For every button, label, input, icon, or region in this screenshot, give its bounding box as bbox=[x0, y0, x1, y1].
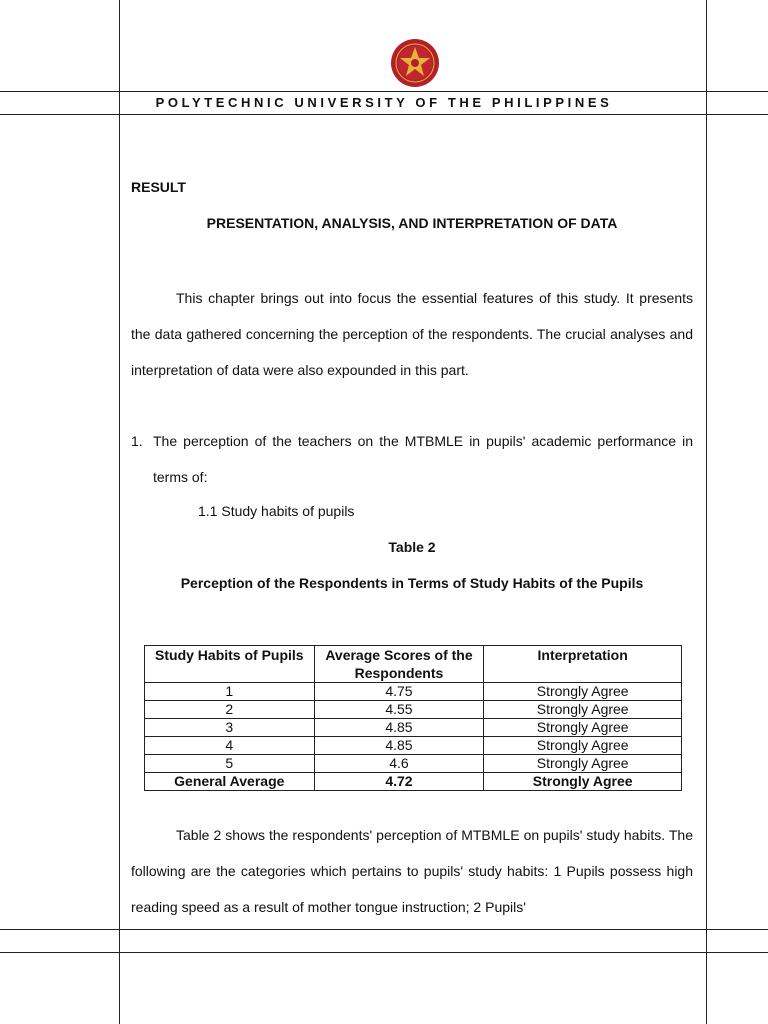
university-seal-logo bbox=[390, 38, 440, 88]
table-cell: 4 bbox=[145, 737, 315, 755]
table-caption: Perception of the Respondents in Terms of Study Habits of the Pupils bbox=[180, 575, 644, 591]
table-row bbox=[145, 719, 682, 737]
table-label: Table 2 bbox=[388, 539, 436, 555]
section-heading: RESULT bbox=[131, 179, 186, 195]
table-cell: 4.85 bbox=[314, 719, 484, 737]
table-cell: 2 bbox=[145, 701, 315, 719]
footer-rule-bottom bbox=[0, 952, 768, 953]
table-row bbox=[145, 683, 682, 701]
column-header: Interpretation bbox=[484, 646, 682, 683]
table-cell: Strongly Agree bbox=[484, 755, 682, 773]
study-habits-table bbox=[144, 645, 682, 791]
header-rule-top bbox=[0, 91, 768, 92]
column-header: Average Scores of the Respondents bbox=[314, 646, 484, 683]
header-rule-bottom bbox=[0, 114, 768, 115]
table-cell: Strongly Agree bbox=[484, 773, 682, 791]
list-number: 1. bbox=[131, 433, 143, 449]
numbered-list-item bbox=[131, 423, 693, 495]
table-cell: 4.72 bbox=[314, 773, 484, 791]
table-cell: General Average bbox=[145, 773, 315, 791]
table-cell: Strongly Agree bbox=[484, 683, 682, 701]
university-name: POLYTECHNIC UNIVERSITY OF THE PHILIPPINES bbox=[155, 95, 613, 110]
column-header: Study Habits of Pupils bbox=[145, 646, 315, 683]
chapter-title: PRESENTATION, ANALYSIS, AND INTERPRETATION OF DATA bbox=[206, 215, 618, 231]
table-header-row bbox=[145, 646, 682, 683]
table-cell: Strongly Agree bbox=[484, 719, 682, 737]
table-cell: 4.75 bbox=[314, 683, 484, 701]
list-item-text: The perception of the teachers on the MTBMLE in pupils' academic performance in terms of: bbox=[153, 433, 693, 485]
table-cell: 3 bbox=[145, 719, 315, 737]
right-margin-rule bbox=[706, 0, 707, 1024]
table-cell: 4.55 bbox=[314, 701, 484, 719]
general-average-row bbox=[145, 773, 682, 791]
discussion-paragraph: Table 2 shows the respondents' perception of MTBMLE on pupils' study habits. The following are the categories which pertains to pupils' study habits: 1 Pupils possess high reading speed as a result of mother tongue instruction; 2 Pupils' bbox=[131, 827, 693, 915]
table-cell: Strongly Agree bbox=[484, 737, 682, 755]
table-cell: 1 bbox=[145, 683, 315, 701]
table-cell: 5 bbox=[145, 755, 315, 773]
table-cell: 4.85 bbox=[314, 737, 484, 755]
table-row bbox=[145, 737, 682, 755]
sub-list-item: 1.1 Study habits of pupils bbox=[198, 503, 355, 519]
table-cell: Strongly Agree bbox=[484, 701, 682, 719]
table-row bbox=[145, 755, 682, 773]
table-cell: 4.6 bbox=[314, 755, 484, 773]
left-margin-rule bbox=[119, 0, 120, 1024]
footer-rule-top bbox=[0, 929, 768, 930]
intro-paragraph: This chapter brings out into focus the essential features of this study. It presents the data gathered concerning the perception of the respondents. The crucial analyses and interpretation of data were also expounded in this part. bbox=[131, 290, 693, 378]
table-row bbox=[145, 701, 682, 719]
